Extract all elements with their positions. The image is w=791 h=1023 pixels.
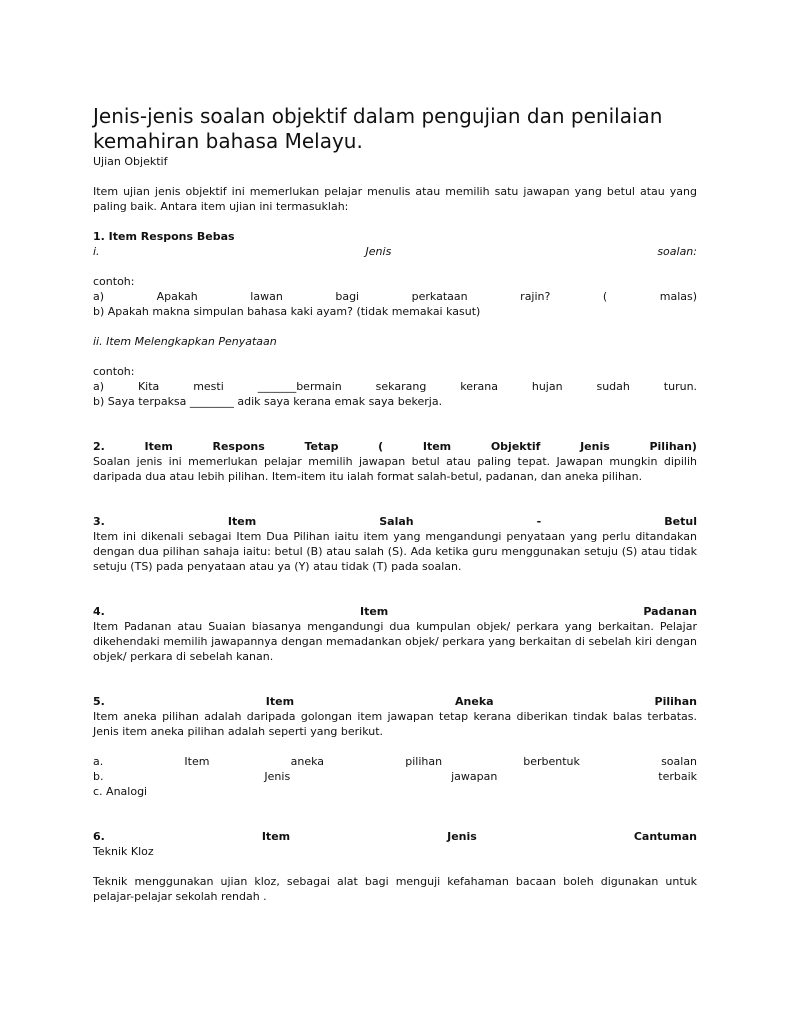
title-line-2: kemahiran bahasa Melayu.: [93, 129, 363, 153]
word: a): [93, 380, 105, 393]
word: aneka: [290, 755, 325, 768]
section-4-heading: [93, 604, 697, 619]
word: Jenis: [447, 830, 477, 843]
word: Pilihan: [654, 695, 697, 708]
word: -: [536, 515, 542, 528]
word: Item: [144, 440, 173, 453]
section-5-heading: [93, 694, 697, 709]
word: soalan:: [657, 245, 697, 258]
word: Item: [265, 695, 295, 708]
section-2-heading: [93, 439, 697, 454]
word: Betul: [664, 515, 697, 528]
word: kerana: [460, 380, 498, 393]
section-3-body: Item ini dikenali sebagai Item Dua Pilihan iaitu item yang mengandungi penyataan yang perlu ditandakan dengan dua pilihan sahaja iaitu: betul (B) atau salah (S). Ada ketika guru menggunakan setuju (S) atau tidak setuju (TS) pada penyataan atau ya (Y) atau tidak (T) pada soalan.: [93, 530, 697, 573]
word: 4.: [93, 605, 105, 618]
word: Salah: [379, 515, 414, 528]
word: mesti: [193, 380, 224, 393]
example-a2-line: [93, 379, 697, 394]
word: Aneka: [455, 695, 494, 708]
word: Kita: [137, 380, 160, 393]
word: Apakah: [156, 290, 198, 303]
word: Jenis: [580, 440, 610, 453]
example-b-line: b) Apakah makna simpulan bahasa kaki ayam? (tidak memakai kasut): [93, 305, 481, 318]
word: sekarang: [375, 380, 427, 393]
word: Jenis: [264, 770, 291, 783]
word: _______bermain: [257, 380, 342, 393]
section-3-heading: [93, 514, 697, 529]
section-5-option-b: [93, 769, 697, 784]
contoh-label: contoh:: [93, 275, 135, 288]
word: Pilihan): [649, 440, 697, 453]
word: hujan: [531, 380, 563, 393]
word: malas): [659, 290, 698, 303]
word: 5.: [93, 695, 105, 708]
word: a.: [93, 755, 104, 768]
section-6-body: Teknik menggunakan ujian kloz, sebagai alat bagi menguji kefahaman bacaan boleh digunakan untuk pelajar-pelajar sekolah rendah .: [93, 875, 697, 903]
word: berbentuk: [523, 755, 580, 768]
word: Padanan: [643, 605, 697, 618]
word: Item: [184, 755, 210, 768]
section-5-option-c: c. Analogi: [93, 785, 148, 798]
section-6-sub: Teknik Kloz: [93, 845, 154, 858]
word: (: [378, 440, 384, 453]
section-6-heading: [93, 829, 697, 844]
example-a-line: [93, 289, 697, 304]
section-5-option-a: [93, 754, 697, 769]
word: turun.: [663, 380, 698, 393]
document-title: [93, 104, 697, 154]
subtitle: Ujian Objektif: [93, 155, 168, 168]
word: (: [602, 290, 608, 303]
word: Item: [359, 605, 389, 618]
word: Tetap: [304, 440, 339, 453]
section-4-body: Item Padanan atau Suaian biasanya mengandungi dua kumpulan objek/ perkara yang berkaitan. Pelajar dikehendaki memilih jawapannya dengan memadankan objek/ perkara yang berkaitan di sebelah kiri dengan objek/ perkara di sebelah kanan.: [93, 620, 697, 663]
word: 6.: [93, 830, 105, 843]
section-1-sub-ii: ii. Item Melengkapkan Penyataan: [93, 335, 277, 348]
word: terbaik: [658, 770, 698, 783]
word: perkataan: [411, 290, 468, 303]
title-line-1: Jenis-jenis soalan objektif dalam pengujian dan penilaian: [93, 104, 663, 128]
word: jawapan: [451, 770, 498, 783]
word: Respons: [212, 440, 265, 453]
word: Cantuman: [633, 830, 697, 843]
section-5-body: Item aneka pilihan adalah daripada golongan item jawapan tetap kerana diberikan tindak balas terbatas. Jenis item aneka pilihan adalah seperti yang berikut.: [93, 710, 697, 738]
contoh-label-2: contoh:: [93, 365, 135, 378]
word: Objektif: [490, 440, 541, 453]
word: Item: [261, 830, 291, 843]
word: sudah: [596, 380, 630, 393]
word: soalan: [661, 755, 698, 768]
intro-paragraph: Item ujian jenis objektif ini memerlukan pelajar menulis atau memilih satu jawapan yang betul atau yang paling baik. Antara item ujian ini termasuklah:: [93, 185, 697, 213]
word: bagi: [335, 290, 360, 303]
word: Jenis: [365, 245, 392, 258]
word: a): [93, 290, 105, 303]
section-1-heading: 1. Item Respons Bebas: [93, 230, 235, 243]
word: b.: [93, 770, 104, 783]
word: 3.: [93, 515, 105, 528]
word: i.: [93, 245, 100, 258]
word: lawan: [250, 290, 283, 303]
word: Item: [227, 515, 257, 528]
word: pilihan: [405, 755, 443, 768]
word: rajin?: [520, 290, 551, 303]
word: Item: [422, 440, 452, 453]
document-page: [93, 104, 697, 904]
word: 2.: [93, 440, 105, 453]
section-1-sub-i: [93, 244, 697, 259]
example-b2-line: b) Saya terpaksa ________ adik saya kerana emak saya bekerja.: [93, 395, 443, 408]
section-2-body: Soalan jenis ini memerlukan pelajar memilih jawapan betul atau paling tepat. Jawapan mungkin dipilih daripada dua atau lebih pilihan. Item-item itu ialah format salah-betul, padanan, dan aneka pilihan.: [93, 455, 697, 483]
